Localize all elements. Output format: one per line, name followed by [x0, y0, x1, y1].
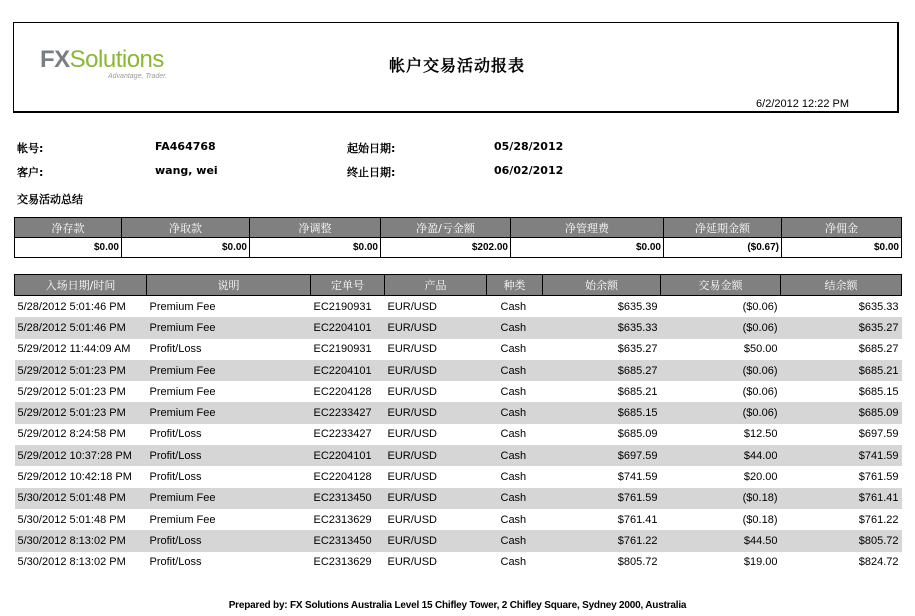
summary-header-cell: 净管理费 [511, 218, 664, 238]
opening-balance-cell: $805.72 [617, 556, 658, 569]
summary-value-cell: $0.00 [15, 238, 122, 258]
table-row [15, 381, 902, 402]
opening-balance-cell: $685.15 [543, 402, 661, 423]
order-number-cell: EC2204128 [313, 385, 372, 398]
summary-header-cell: 净调整 [250, 218, 381, 238]
product-cell: EUR/USD [387, 428, 438, 441]
report-timestamp: 6/2/2012 12:22 PM [756, 98, 849, 110]
description-cell: Premium Fee [149, 385, 216, 398]
product-cell: EUR/USD [387, 300, 438, 313]
summary-value-row [15, 238, 902, 258]
order-number-cell: EC2204101 [311, 360, 385, 381]
transaction-amount-cell: ($0.06) [661, 317, 781, 338]
summary-value-cell: ($0.67) [664, 238, 782, 258]
summary-value-cell: $0.00 [122, 238, 250, 258]
transaction-amount-cell: $44.00 [661, 445, 781, 466]
closing-balance-cell: $635.33 [858, 300, 899, 313]
order-number-cell: EC2233427 [311, 402, 385, 423]
opening-balance-cell: $635.27 [617, 343, 658, 356]
report-header [13, 22, 899, 113]
description-cell: Premium Fee [147, 402, 311, 423]
summary-value-cell: $0.00 [782, 238, 902, 258]
type-cell: Cash [500, 471, 527, 484]
summary-value-cell: $0.00 [250, 238, 381, 258]
table-row [15, 339, 902, 360]
entry-datetime-cell: 5/30/2012 8:13:02 PM [17, 556, 126, 569]
account-value: FA464768 [155, 140, 216, 153]
entry-datetime-cell: 5/29/2012 8:24:58 PM [17, 428, 126, 441]
entry-datetime-cell: 5/28/2012 5:01:46 PM [15, 317, 147, 338]
product-cell: EUR/USD [385, 317, 487, 338]
table-row [15, 466, 902, 487]
product-cell: EUR/USD [385, 530, 487, 551]
product-cell: EUR/USD [385, 488, 487, 509]
transactions-header-row [15, 275, 902, 296]
prepared-by-footer: Prepared by: FX Solutions Australia Level 15 Chifley Tower, 2 Chifley Square, Sydney 2000, Australia [228, 600, 687, 611]
closing-balance-cell: $761.59 [858, 471, 899, 484]
transaction-amount-cell: ($0.06) [661, 402, 781, 423]
column-header-closing-balance: 结余额 [781, 275, 902, 296]
transactions-table [14, 274, 902, 573]
type-cell: Cash [487, 530, 543, 551]
type-cell: Cash [487, 402, 543, 423]
opening-balance-cell: $741.59 [617, 471, 658, 484]
type-cell: Cash [500, 556, 527, 569]
closing-balance-cell: $761.22 [858, 513, 899, 526]
summary-header-cell: 净存款 [15, 218, 122, 238]
transaction-amount-cell: $50.00 [743, 343, 778, 356]
order-number-cell: EC2204101 [311, 445, 385, 466]
type-cell: Cash [487, 317, 543, 338]
activity-summary-title: 交易活动总结 [17, 193, 83, 206]
closing-balance-cell: $824.72 [858, 556, 899, 569]
start-date-label: 起始日期: [347, 142, 396, 155]
opening-balance-cell: $761.41 [617, 513, 658, 526]
type-cell: Cash [500, 513, 527, 526]
entry-datetime-cell: 5/28/2012 5:01:46 PM [17, 300, 126, 313]
table-row [15, 552, 902, 573]
transaction-amount-cell: $12.50 [743, 428, 778, 441]
entry-datetime-cell: 5/29/2012 11:44:09 AM [17, 343, 131, 356]
product-cell: EUR/USD [387, 556, 438, 569]
description-cell: Premium Fee [147, 317, 311, 338]
closing-balance-cell: $741.59 [781, 445, 902, 466]
entry-datetime-cell: 5/30/2012 5:01:48 PM [17, 513, 126, 526]
logo-tagline: Advantage, Trader. [108, 73, 168, 80]
order-number-cell: EC2313450 [311, 530, 385, 551]
order-number-cell: EC2233427 [313, 428, 372, 441]
table-row [15, 530, 902, 551]
opening-balance-cell: $635.33 [543, 317, 661, 338]
order-number-cell: EC2313629 [313, 513, 372, 526]
entry-datetime-cell: 5/29/2012 5:01:23 PM [15, 360, 147, 381]
logo-fx-text: FX [40, 46, 70, 73]
opening-balance-cell: $761.22 [543, 530, 661, 551]
closing-balance-cell: $697.59 [858, 428, 899, 441]
summary-header-cell: 净佣金 [782, 218, 902, 238]
description-cell: Profit/Loss [149, 471, 202, 484]
description-cell: Profit/Loss [149, 428, 202, 441]
order-number-cell: EC2204101 [311, 317, 385, 338]
end-date-value: 06/02/2012 [494, 164, 564, 177]
product-cell: EUR/USD [385, 445, 487, 466]
closing-balance-cell: $635.27 [781, 317, 902, 338]
product-cell: EUR/USD [385, 360, 487, 381]
table-row [15, 360, 902, 381]
closing-balance-cell: $685.15 [858, 385, 899, 398]
entry-datetime-cell: 5/29/2012 5:01:23 PM [15, 402, 147, 423]
order-number-cell: EC2190931 [313, 300, 372, 313]
transaction-amount-cell: $20.00 [743, 471, 778, 484]
table-row [15, 488, 902, 509]
opening-balance-cell: $685.21 [617, 385, 658, 398]
client-label: 客户: [17, 166, 44, 179]
description-cell: Premium Fee [147, 488, 311, 509]
opening-balance-cell: $761.59 [543, 488, 661, 509]
account-label: 帐号: [17, 142, 44, 155]
summary-header-row [15, 218, 902, 238]
summary-header-cell: 净取款 [122, 218, 250, 238]
closing-balance-cell: $685.09 [781, 402, 902, 423]
order-number-cell: EC2313450 [311, 488, 385, 509]
description-cell: Profit/Loss [149, 556, 202, 569]
closing-balance-cell: $685.21 [781, 360, 902, 381]
product-cell: EUR/USD [387, 513, 438, 526]
summary-value-cell: $0.00 [511, 238, 664, 258]
client-value: wang, wei [155, 164, 218, 177]
report-title: 帐户交易活动报表 [388, 56, 525, 75]
product-cell: EUR/USD [387, 343, 438, 356]
closing-balance-cell: $805.72 [781, 530, 902, 551]
transaction-amount-cell: ($0.18) [742, 513, 778, 526]
table-row [15, 509, 902, 530]
table-row [15, 424, 902, 445]
column-header-entry-datetime: 入场日期/时间 [15, 275, 147, 296]
column-header-order-number: 定单号 [311, 275, 385, 296]
column-header-opening-balance: 始余额 [543, 275, 661, 296]
entry-datetime-cell: 5/29/2012 10:42:18 PM [17, 471, 132, 484]
closing-balance-cell: $685.27 [858, 343, 899, 356]
entry-datetime-cell: 5/30/2012 5:01:48 PM [15, 488, 147, 509]
product-cell: EUR/USD [387, 471, 438, 484]
entry-datetime-cell: 5/30/2012 8:13:02 PM [15, 530, 147, 551]
summary-value-cell: $202.00 [381, 238, 511, 258]
description-cell: Profit/Loss [149, 343, 202, 356]
opening-balance-cell: $685.27 [543, 360, 661, 381]
description-cell: Premium Fee [149, 513, 216, 526]
type-cell: Cash [500, 300, 527, 313]
closing-balance-cell: $761.41 [781, 488, 902, 509]
product-cell: EUR/USD [387, 385, 438, 398]
opening-balance-cell: $635.39 [617, 300, 658, 313]
table-row [15, 445, 902, 466]
transaction-amount-cell: ($0.06) [742, 385, 778, 398]
table-row [15, 317, 902, 338]
transaction-amount-cell: ($0.18) [661, 488, 781, 509]
type-cell: Cash [500, 385, 527, 398]
type-cell: Cash [487, 445, 543, 466]
order-number-cell: EC2204128 [313, 471, 372, 484]
description-cell: Profit/Loss [147, 445, 311, 466]
transaction-amount-cell: $19.00 [743, 556, 778, 569]
entry-datetime-cell: 5/29/2012 5:01:23 PM [17, 385, 126, 398]
transaction-amount-cell: ($0.06) [661, 360, 781, 381]
start-date-value: 05/28/2012 [494, 140, 564, 153]
column-header-type: 种类 [487, 275, 543, 296]
column-header-product: 产品 [385, 275, 487, 296]
table-row [15, 296, 902, 318]
type-cell: Cash [500, 343, 527, 356]
type-cell: Cash [487, 488, 543, 509]
table-row [15, 402, 902, 423]
activity-summary-table [14, 217, 902, 258]
summary-header-cell: 净盈/亏金额 [381, 218, 511, 238]
opening-balance-cell: $685.09 [617, 428, 658, 441]
entry-datetime-cell: 5/29/2012 10:37:28 PM [15, 445, 147, 466]
logo-solutions-text: Solutions [69, 46, 164, 73]
order-number-cell: EC2190931 [313, 343, 372, 356]
transaction-amount-cell: $44.50 [661, 530, 781, 551]
end-date-label: 终止日期: [347, 166, 396, 179]
order-number-cell: EC2313629 [313, 556, 372, 569]
column-header-description: 说明 [147, 275, 311, 296]
description-cell: Premium Fee [149, 300, 216, 313]
column-header-transaction-amount: 交易金额 [661, 275, 781, 296]
type-cell: Cash [500, 428, 527, 441]
type-cell: Cash [487, 360, 543, 381]
opening-balance-cell: $697.59 [543, 445, 661, 466]
summary-header-cell: 净延期金额 [664, 218, 782, 238]
description-cell: Premium Fee [147, 360, 311, 381]
transaction-amount-cell: ($0.06) [742, 300, 778, 313]
product-cell: EUR/USD [385, 402, 487, 423]
description-cell: Profit/Loss [147, 530, 311, 551]
